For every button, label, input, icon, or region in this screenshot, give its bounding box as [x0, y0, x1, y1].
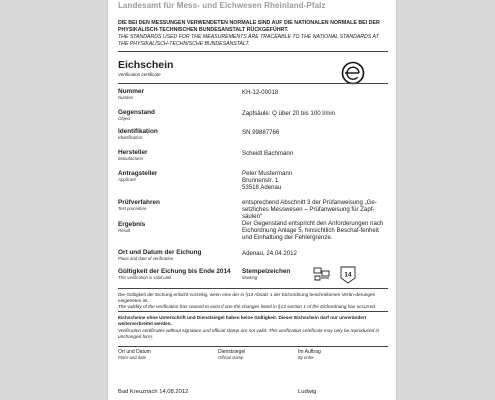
footer-place-date-value: Bad Kreuznach 14.08.2012	[118, 389, 189, 395]
result-sublabel: Result	[118, 228, 131, 233]
object-value: Zapfsäule: Q über 20 bis 100 l/min	[242, 110, 336, 117]
number-value: KH-12-00018	[242, 89, 279, 96]
certificate-subtitle: Verification certificate	[118, 72, 161, 77]
place-date-label: Ort und Datum der Eichung	[118, 249, 202, 256]
divider	[118, 51, 388, 52]
applicant-street: Brunnenstr. 1	[242, 177, 279, 184]
procedure-label: Prüfverfahren	[118, 199, 160, 206]
divider	[118, 288, 388, 289]
manufacturer-label: Hersteller	[118, 149, 148, 156]
number-sublabel: Number	[118, 95, 134, 100]
signature-note-en: Verification certificates without signature and official stamp are not valid. This verification certificate may only be reproduced in unchanged form.	[118, 328, 380, 340]
authority-header: Landesamt für Mess- und Eichwesen Rheinland-Pfalz	[118, 1, 326, 10]
manufacturer-value: Scheidt Bachmann	[242, 150, 294, 157]
marking-label: Stempelzeichen	[242, 268, 291, 275]
year-stamp-icon	[340, 266, 356, 284]
svg-text:e: e	[353, 84, 354, 85]
certificate-page	[108, 0, 396, 400]
footer-place-date-sublabel: Place and date	[118, 355, 146, 360]
footer-seal-label: Dienstsiegel	[218, 349, 246, 355]
footer-order-sublabel: By order	[298, 355, 314, 360]
traceability-notice-en: THE STANDARDS USED FOR THE MEASUREMENTS ARE TRACEABLE TO THE NATIONAL STANDARDS AT THE PHYSIKALISCH-TECHNISCHE BUNDESANSTALT.	[118, 34, 379, 47]
divider	[118, 83, 388, 84]
validity-note-en: The validity of the verification has ceased to exist if one the changes listed in §13 section 1 of the Eichordnung has occurred.	[118, 304, 377, 309]
divider	[118, 311, 388, 312]
identification-value: SN 99887766	[242, 129, 280, 136]
validity-label: Gültigkeit der Eichung bis Ende 2014	[118, 268, 231, 275]
footer-seal-sublabel: Official stamp	[218, 355, 244, 360]
applicant-sublabel: Applicant	[118, 177, 136, 182]
divider	[118, 346, 388, 347]
stamp-year-value: 14	[344, 271, 352, 279]
place-date-sublabel: Place and date of verification	[118, 256, 174, 261]
validity-note-de: Die Gültigkeit der Eichung erlischt vorzeitig, wenn eine der in §13 Absatz 1 der Eichordnung beschriebenen Verän-derungen eingetreten ist.	[118, 292, 376, 304]
conformity-e-logo-icon	[341, 61, 365, 85]
validity-sublabel: This verification is valid until	[118, 275, 172, 280]
footer-place-date-label: Ort und Datum	[118, 349, 151, 355]
number-label: Nummer	[118, 88, 144, 95]
traceability-notice-de: DIE BEI DEN MESSUNGEN VERWENDETEN NORMALE SIND AUF DIE NATIONALEN NORMALE BEI DER PHYSIKALISCH-TECHNISCHEN BUNDESANSTALT RÜCKGEFÜHRT.	[118, 20, 380, 33]
procedure-sublabel: Test procedure	[118, 206, 147, 211]
object-label: Gegenstand	[118, 109, 155, 116]
object-sublabel: Object	[118, 116, 131, 121]
applicant-city: 53518 Adenau	[242, 184, 282, 191]
marking-sublabel: Marking	[242, 275, 258, 280]
result-label: Ergebnis	[118, 221, 146, 228]
certificate-title: Eichschein	[118, 59, 174, 71]
signature-note-de: Eichscheine ohne Unterschrift und Dienstsiegel haben keine Gültigkeit. Dieser Eichschein darf nur unverändert weiterverbreitet werden.	[118, 315, 367, 327]
fuel-pump-mark-icon	[313, 266, 331, 282]
result-value: Der Gegenstand entspricht den Anforderungen nach Eichordnung Anlage 5, hinsichtlich Beschaf-fenheit und Einhaltung der Fehlergrenze.	[242, 220, 384, 241]
manufacturer-sublabel: Manufacturer	[118, 156, 144, 161]
place-date-value: Adenau, 24.04.2012	[242, 250, 297, 257]
procedure-value: entsprechend Abschnitt 3 der Prüfanweisung „Ge-setzliches Messwesen – Prüfanweisung für Zapf-säulen“	[242, 199, 377, 220]
identification-sublabel: Identification	[118, 135, 143, 140]
applicant-label: Antragsteller	[118, 170, 158, 177]
applicant-name: Peter Mustermann	[242, 170, 293, 177]
identification-label: Identifikation	[118, 128, 158, 135]
signature-value: Ludwig	[298, 389, 317, 395]
footer-order-label: Im Auftrag	[298, 349, 321, 355]
